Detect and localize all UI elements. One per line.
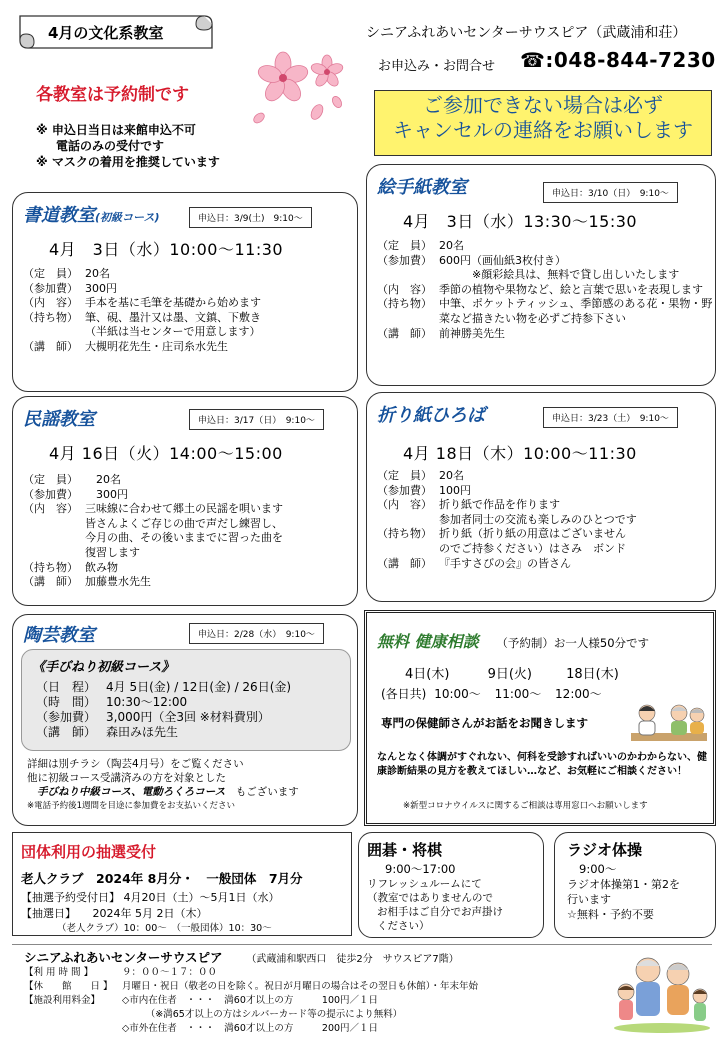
radio-line: ☆無料・予約不要 [567, 908, 654, 921]
detail-row [36, 695, 346, 710]
calligraphy-card [12, 192, 358, 392]
detail-value: のでご持参ください）はさみ ボンド [439, 541, 626, 555]
radio-line: ラジオ体操第1・第2を [567, 878, 680, 891]
detail-row [377, 469, 713, 484]
health-date: 18日(木) [566, 667, 619, 682]
detail-value: ◇市内在住者 ・・・ 満60才以上の方 100円／１日 [122, 995, 379, 1006]
minyo-datetime: 4月 16日（火）14:00～15:00 [49, 444, 283, 463]
lottery-title: 団体利用の抽選受付 [21, 843, 157, 861]
detail-label: （日 程） [36, 680, 97, 694]
pottery-info-line: 他に初級コース受講済みの方を対象とした [27, 772, 226, 784]
detail-label: （時 間） [36, 695, 97, 709]
detail-row [23, 502, 353, 517]
detail-label: （内 容） [23, 502, 78, 516]
detail-value: 10:30～12:00 [106, 695, 188, 709]
detail-value: 中筆、ポケットティッシュ、季節感のある花・果物・野菜など描きたい物を必ずご持参下さい [439, 297, 713, 325]
health-time: 10:00～ [434, 687, 481, 701]
detail-value: 3,000円（全3回 ※材料費別） [106, 710, 270, 724]
cancel-notice [374, 90, 712, 156]
detail-row [23, 340, 353, 355]
detail-row [377, 557, 713, 572]
minyo-details [23, 473, 353, 590]
pottery-info-line: 詳細は別チラシ（陶芸4月号）をご覧ください [27, 758, 244, 770]
nurse-illustration [629, 699, 709, 747]
detail-label: （持ち物） [377, 527, 432, 541]
calligraphy-deadline: 申込日：3/9(土) 9:10～ [189, 207, 312, 228]
detail-value: 『手すさびの会』の皆さん [439, 556, 571, 570]
health-date: 4日(木) [405, 667, 450, 682]
detail-value: 今月の曲、その後いままでに習った曲を [85, 531, 283, 545]
radio-line: 行います [567, 893, 611, 906]
detail-label [23, 531, 85, 546]
seniors-family-icon [612, 950, 712, 1034]
go-shogi-card [358, 832, 544, 938]
detail-row [377, 268, 713, 283]
detail-value: 森田みほ先生 [106, 725, 179, 739]
detail-value: 20名 [85, 267, 110, 280]
sakura-illustration [245, 40, 355, 130]
detail-row [377, 239, 713, 254]
detail-value: 手本を基に毛筆を基礎から始めます [85, 296, 261, 310]
detail-value: 加藤豊水先生 [85, 575, 151, 589]
etegami-datetime: 4月 3日（水）13:30～15:30 [403, 212, 638, 231]
detail-label [24, 1008, 122, 1022]
detail-value: 100円 [439, 483, 471, 497]
detail-label: （内 容） [377, 282, 432, 296]
detail-label: （内 容） [377, 498, 432, 512]
detail-value: ※顔彩絵具は、無料で貸し出しいたします [439, 268, 680, 282]
health-time: 12:00～ [555, 687, 602, 701]
detail-row [23, 473, 353, 488]
minyo-deadline: 申込日：3/17（日） 9:10～ [189, 409, 324, 430]
health-footnote: ※新型コロナウイルスに関するご相談は専用窓口へお願いします [403, 801, 648, 811]
detail-label: （持ち物） [377, 297, 432, 311]
detail-row [24, 994, 584, 1008]
detail-row [36, 680, 346, 695]
pottery-course-panel [21, 649, 351, 751]
contact-label: お申込み・お問合せ [378, 59, 496, 74]
detail-value: ９：００～１７：００ [122, 967, 218, 978]
detail-value: 飲み物 [85, 560, 118, 574]
radio-exercise-card [554, 832, 716, 938]
detail-label: （定 員） [23, 267, 78, 280]
detail-value: 4月 5日(金) / 12日(金) / 26日(金) [106, 680, 292, 694]
detail-value: 20名 [439, 469, 464, 482]
health-reserve: （予約制）お一人様50分です [496, 636, 650, 650]
go-shogi-line: （教室ではありませんので [367, 892, 493, 904]
nurse-consultation-icon [629, 699, 709, 747]
pottery-details [36, 680, 346, 740]
detail-label: （参加費） [23, 487, 78, 501]
detail-row [377, 498, 713, 513]
detail-label: 【休 館 日 】 [24, 981, 113, 992]
detail-value: ◇市外在住者 ・・・ 満60才以上の方 200円／１日 [122, 1023, 379, 1034]
cancel-line: キャンセルの連絡をお願いします [393, 118, 693, 142]
calligraphy-datetime: 4月 3日（水）10:00～11:30 [49, 240, 284, 259]
footer-access: （武蔵浦和駅西口 徒歩2分 サウスピア7階） [246, 954, 459, 965]
seniors-illustration [612, 950, 712, 1034]
footer-divider [12, 944, 712, 945]
radio-exercise-info [567, 877, 680, 922]
detail-label: （参加費） [377, 483, 432, 497]
radio-exercise-title: ラジオ体操 [567, 841, 643, 859]
detail-row [36, 710, 346, 725]
detail-row [23, 561, 353, 576]
etegami-deadline: 申込日：3/10（日） 9:10～ [543, 182, 678, 203]
pottery-course: 《手びねり初級コース》 [32, 660, 175, 675]
detail-row [377, 327, 713, 342]
detail-label [23, 546, 85, 561]
health-card [364, 610, 716, 826]
detail-label: （参加費） [36, 710, 97, 724]
detail-row [377, 513, 713, 528]
pottery-title: 陶芸教室 [23, 625, 95, 646]
go-shogi-line: リフレッシュルームにて [367, 878, 482, 890]
detail-row [24, 980, 584, 994]
pottery-card [12, 614, 358, 826]
origami-title: 折り紙ひろば [377, 405, 485, 426]
etegami-title: 絵手紙教室 [377, 177, 467, 198]
detail-row [24, 1022, 584, 1036]
lottery-line: （老人クラブ）10：00～ （一般団体）10：30～ [57, 923, 272, 934]
footer-center-name: シニアふれあいセンターサウスピア [24, 950, 223, 965]
etegami-card [366, 164, 716, 386]
go-shogi-info [367, 877, 503, 933]
detail-row [36, 725, 346, 740]
detail-label: （持ち物） [23, 560, 78, 574]
detail-row [23, 311, 353, 326]
detail-row [23, 296, 353, 311]
health-times [381, 685, 602, 702]
detail-label: （定 員） [377, 469, 432, 482]
go-shogi-time: 9:00～17:00 [385, 862, 456, 876]
detail-value: 参加者同士の交流も楽しみのひとつです [439, 512, 637, 526]
radio-exercise-time: 9:00～ [579, 862, 617, 876]
detail-label [23, 325, 85, 340]
health-times-label: (各日共) [381, 687, 427, 701]
detail-row [23, 325, 353, 340]
lottery-line: 【抽選予約受付日】 4月20日（土）～5月1日（水） [21, 891, 280, 904]
detail-label: （講 師） [36, 725, 97, 739]
lottery-card [12, 832, 352, 936]
detail-value: 折り紙で作品を作ります [439, 498, 560, 512]
detail-value: 20名 [85, 473, 121, 486]
detail-row [24, 966, 584, 980]
detail-value: 三味線に合わせて郷土の民謡を唄います [85, 502, 283, 516]
health-dates [405, 663, 619, 682]
detail-label [377, 268, 439, 283]
detail-value: 季節の植物や果物など、絵と言葉で思いを表現します [439, 282, 703, 296]
detail-label: 【利 用 時 間 】 [24, 967, 94, 978]
title-banner [14, 10, 216, 54]
detail-label: （定 員） [377, 239, 432, 252]
detail-value: 復習します [85, 545, 140, 559]
detail-value: 300円 [85, 487, 128, 501]
notes [36, 122, 220, 170]
health-title: 無料 健康相談 [377, 632, 479, 651]
detail-value: 600円（画仙紙3枚付き） [439, 253, 566, 267]
detail-row [377, 254, 713, 269]
center-name: シニアふれあいセンターサウスピア（武蔵浦和荘） [366, 25, 687, 41]
detail-row [23, 267, 353, 282]
detail-value: 20名 [439, 239, 464, 252]
detail-value: 月曜日・祝日（敬老の日を除く。祝日が月曜日の場合はその翌日も休館）・年末年始 [122, 981, 479, 992]
footer-heading [24, 948, 459, 966]
detail-row [24, 1008, 584, 1022]
origami-datetime: 4月 18日（木）10:00～11:30 [403, 444, 637, 463]
sakura-icon [245, 40, 355, 130]
note-line: ※ 申込日当日は来館申込不可 [36, 123, 196, 137]
detail-value: 大槻明花先生・庄司糸水先生 [85, 339, 228, 353]
cancel-line: ご参加できない場合は必ず [423, 93, 663, 117]
calligraphy-title [23, 201, 160, 227]
page-title: 4月の文化系教室 [48, 24, 164, 42]
detail-label [377, 513, 439, 528]
detail-row [377, 542, 713, 557]
detail-label: （講 師） [23, 575, 78, 589]
health-date: 9日(火) [487, 667, 532, 682]
detail-row [23, 575, 353, 590]
detail-label [377, 542, 439, 557]
origami-card [366, 392, 716, 602]
detail-row [377, 484, 713, 499]
origami-deadline: 申込日：3/23（土） 9:10～ [543, 407, 678, 428]
detail-value: 300円 [85, 281, 117, 295]
reservation-notice: 各教室は予約制です [36, 85, 189, 105]
detail-row [23, 531, 353, 546]
detail-value: 筆、硯、墨汁又は墨、文鎮、下敷き [85, 310, 261, 324]
detail-row [23, 517, 353, 532]
go-shogi-line: ください） [377, 920, 430, 932]
calligraphy-title-text: 書道教室 [23, 205, 95, 226]
pottery-deadline: 申込日：2/28（水） 9:10～ [189, 623, 324, 644]
detail-label [23, 517, 85, 532]
detail-label: 【施設利用料金】 [24, 995, 101, 1006]
phone-number[interactable]: ☎:048-844-7230 [520, 48, 716, 72]
detail-label: （参加費） [23, 281, 78, 295]
pottery-info-tail: もございます [235, 786, 299, 798]
health-body: なんとなく体調がすぐれない、何科を受診すればいいのかわからない、健康診断結果の見方を教えてほしい…など、お気軽にご相談ください！ [377, 752, 707, 777]
detail-label: （持ち物） [23, 310, 78, 324]
detail-value: 皆さんよくご存じの曲で声だし練習し、 [85, 516, 283, 530]
detail-label: （講 師） [377, 556, 432, 570]
detail-value: （※満65才以上の方はシルバーカード等の提示により無料） [122, 1009, 403, 1020]
minyo-title: 民謡教室 [23, 409, 95, 430]
detail-label: （定 員） [23, 473, 78, 486]
detail-label: （講 師） [377, 326, 432, 340]
note-line: 電話のみの受付です [56, 139, 165, 153]
pottery-info-small: ※電話予約後1週間を目途に参加費をお支払いください [27, 801, 236, 811]
health-title-row [377, 629, 649, 652]
detail-label: （参加費） [377, 253, 432, 267]
detail-value: 折り紙（折り紙の用意はございません [439, 527, 626, 541]
detail-row [377, 283, 713, 298]
detail-row [23, 488, 353, 503]
health-time: 11:00～ [494, 687, 542, 701]
calligraphy-level: (初級コース) [95, 211, 160, 224]
health-headline: 専門の保健師さんがお話をお聞きします [381, 716, 588, 730]
origami-details [377, 469, 713, 571]
detail-row [377, 527, 713, 542]
lottery-line: 【抽選日】 2024年 5月 2日（木） [21, 907, 208, 920]
pottery-info [27, 757, 299, 813]
minyo-card [12, 396, 358, 606]
footer-details [24, 966, 584, 1036]
detail-label [24, 1022, 122, 1036]
go-shogi-line: お相手はご自分でお声掛け [377, 906, 503, 918]
lottery-line: 老人クラブ 2024年 8月分・ 一般団体 7月分 [21, 871, 303, 886]
detail-value: 前神勝美先生 [439, 326, 505, 340]
detail-label: （内 容） [23, 296, 78, 310]
detail-value: （半紙は当センターで用意します） [85, 325, 261, 339]
note-line: ※ マスクの着用を推奨しています [36, 155, 220, 169]
detail-row [23, 282, 353, 297]
detail-row [23, 546, 353, 561]
pottery-advanced-courses: 手びねり中級コース、電動ろくろコース [37, 786, 226, 798]
etegami-details [377, 239, 713, 341]
pottery-info-line [27, 785, 299, 799]
detail-row [377, 297, 713, 326]
calligraphy-details [23, 267, 353, 355]
go-shogi-title: 囲碁・将棋 [367, 841, 443, 859]
detail-label: （講 師） [23, 339, 78, 353]
